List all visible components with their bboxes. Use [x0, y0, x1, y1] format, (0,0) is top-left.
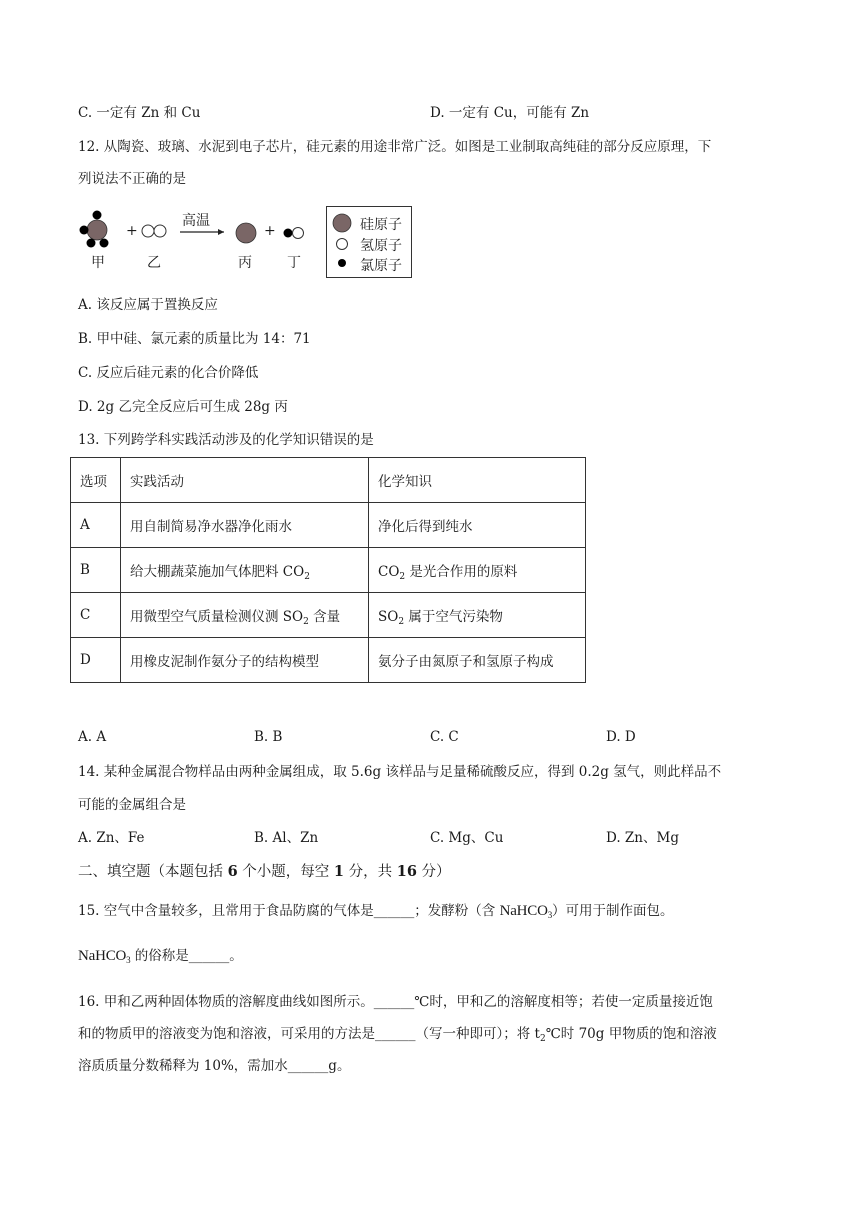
silicon-atom-icon — [236, 223, 256, 243]
molecule-ding — [284, 228, 304, 239]
row-knowledge: $CO_2$ 是光合作用的原料 — [369, 548, 586, 593]
q16-line1: 16. 甲和乙两种固体物质的溶解度曲线如图所示。______℃时，甲和乙的溶解度相等；若使一定质量接近饱 — [78, 994, 713, 1010]
q12-stem-line1: 12. 从陶瓷、玻璃、水泥到电子芯片，硅元素的用途非常广泛。如图是工业制取高纯硅的部分反应原理，下 — [78, 139, 712, 155]
formula-nahco3: NaHCO$_3$ — [499, 903, 553, 920]
legend-hydrogen-label: 氢原子 — [360, 238, 402, 254]
q12-stem-line2: 列说法不正确的是 — [78, 171, 186, 187]
reaction-condition: 高温 — [182, 213, 210, 229]
q14-option-b: B. Al、Zn — [254, 830, 319, 846]
q13-option-a: A. A — [78, 729, 107, 745]
hydrogen-atom-icon — [142, 225, 154, 237]
chlorine-atom-icon — [93, 211, 102, 220]
header-activity: 实践活动 — [121, 458, 369, 503]
formula-nahco3: NaHCO$_3$ — [78, 948, 131, 965]
q16-line3: 溶质质量分数稀释为 10%，需加水______g。 — [78, 1058, 351, 1074]
q12-option-c: C. 反应后硅元素的化合价降低 — [78, 365, 259, 381]
q13-option-c: C. C — [430, 729, 459, 745]
q15-line2: NaHCO$_3$ 的俗称是______。 — [78, 948, 243, 965]
arrow-head-icon — [218, 229, 224, 235]
table-row — [71, 548, 586, 593]
chlorine-atom-icon — [284, 229, 293, 238]
label-bing: 丙 — [238, 255, 252, 271]
row-activity: 用橡皮泥制作氨分子的结构模型 — [121, 638, 369, 683]
row-option: A — [71, 503, 121, 548]
header-option: 选项 — [71, 458, 121, 503]
legend-chlorine-label: 氯原子 — [360, 258, 402, 274]
q14-stem-line2: 可能的金属组合是 — [78, 797, 186, 813]
q13-stem: 13. 下列跨学科实践活动涉及的化学知识错误的是 — [78, 432, 374, 448]
chlorine-atom-icon — [100, 239, 109, 248]
q15-line1: 15. 空气中含量较多，且常用于食品防腐的气体是______；发酵粉（含 NaHCO$_3$）可用于制作面包。 — [78, 903, 674, 920]
row-knowledge: $SO_2$ 属于空气污染物 — [369, 593, 586, 638]
hydrogen-atom-icon — [154, 225, 166, 237]
row-option: C — [71, 593, 121, 638]
q12-option-b: B. 甲中硅、氯元素的质量比为 14：71 — [78, 331, 311, 347]
plus-sign: + — [264, 223, 276, 239]
q13-table — [70, 457, 586, 683]
plus-sign: + — [126, 223, 138, 239]
q11-option-d: D. 一定有 Cu，可能有 Zn — [430, 105, 590, 121]
label-ding: 丁 — [287, 255, 301, 271]
q13-option-d: D. D — [606, 729, 636, 745]
q14-option-d: D. Zn、Mg — [606, 830, 679, 846]
molecule-yi — [142, 225, 166, 237]
q12-option-d: D. 2g 乙完全反应后可生成 28g 丙 — [78, 399, 288, 415]
row-knowledge: 氨分子由氮原子和氢原子构成 — [369, 638, 586, 683]
molecule-jia — [80, 211, 109, 248]
table-row — [71, 638, 586, 683]
label-yi: 乙 — [147, 255, 161, 271]
chlorine-atom-icon — [80, 226, 89, 235]
section-title: 二、填空题（本题包括 6 个小题，每空 1 分，共 16 分） — [78, 863, 451, 880]
chlorine-atom-icon — [87, 239, 96, 248]
row-option: B — [71, 548, 121, 593]
legend-silicon-label: 硅原子 — [360, 217, 402, 233]
row-activity: 用微型空气质量检测仪测 $SO_2$ 含量 — [121, 593, 369, 638]
row-option: D — [71, 638, 121, 683]
hydrogen-atom-icon — [293, 228, 304, 239]
q14-stem-line1: 14. 某种金属混合物样品由两种金属组成，取 5.6g 该样品与足量稀硫酸反应，得到 0.2g 氢气，则此样品不 — [78, 764, 722, 780]
silicon-atom-icon — [87, 220, 107, 240]
row-activity: 给大棚蔬菜施加气体肥料 $CO_2$ — [121, 548, 369, 593]
header-knowledge: 化学知识 — [369, 458, 586, 503]
q14-option-a: A. Zn、Fe — [78, 830, 145, 846]
q14-option-c: C. Mg、Cu — [430, 830, 504, 846]
q16-line2: 和的物质甲的溶液变为饱和溶液，可采用的方法是______（写一种即可）；将 $t_2℃$时 70g 甲物质的饱和溶液 — [78, 1026, 717, 1044]
label-jia: 甲 — [91, 255, 105, 271]
q11-option-c: C. 一定有 Zn 和 Cu — [78, 105, 201, 121]
row-activity: 用自制简易净水器净化雨水 — [121, 503, 369, 548]
table-row — [71, 503, 586, 548]
q13-option-b: B. B — [254, 729, 283, 745]
table-row — [71, 593, 586, 638]
row-knowledge: 净化后得到纯水 — [369, 503, 586, 548]
q12-option-a: A. 该反应属于置换反应 — [78, 297, 218, 313]
table-header-row — [71, 458, 586, 503]
